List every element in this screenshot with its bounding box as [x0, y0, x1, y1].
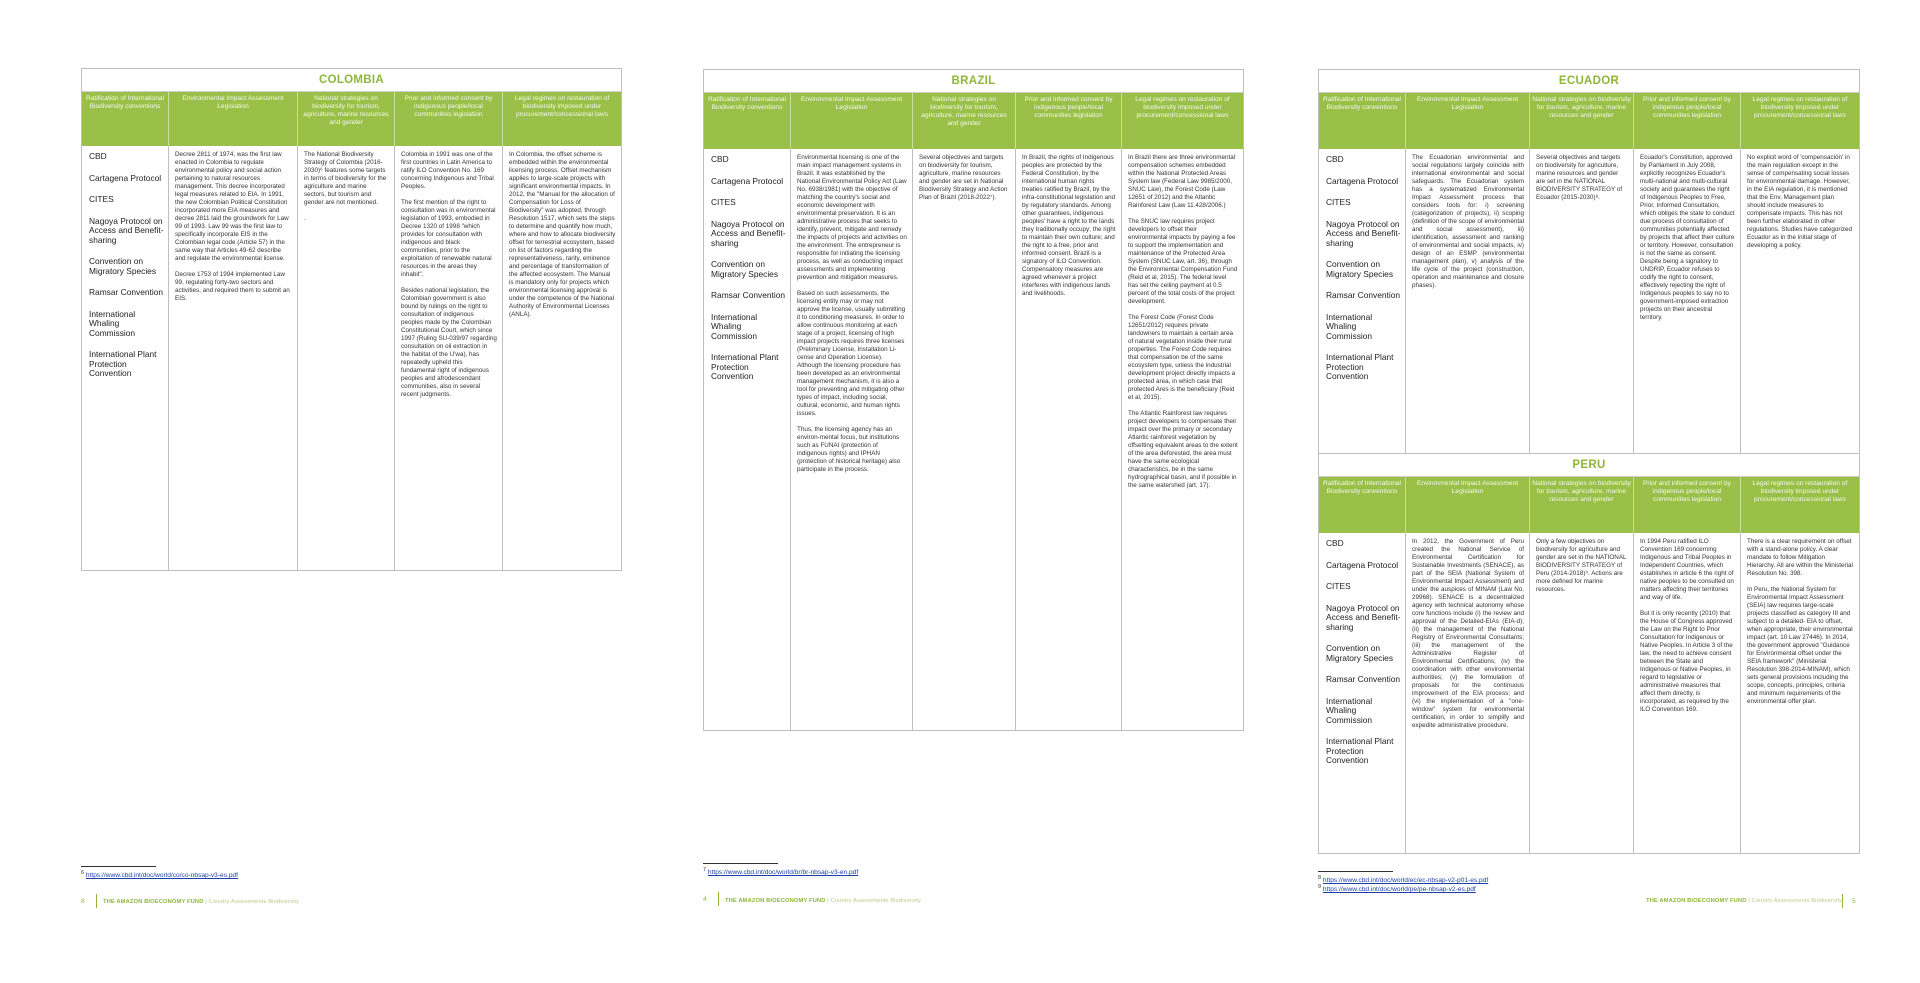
- page-brazil: [640, 0, 1280, 983]
- strategies-cell: [1530, 533, 1634, 854]
- footer-text: [1646, 898, 1842, 904]
- convention-item: Ramsar Convention: [1326, 290, 1401, 300]
- header-legal: Legal regimes on restauration of biodiversity imposed under procurement/concessional laws: [1135, 96, 1230, 119]
- convention-item: Convention on Migratory Species: [89, 256, 157, 276]
- footer-sep: |: [203, 899, 209, 905]
- country-title: ECUADOR: [1319, 70, 1859, 93]
- eia-text: Thus, the licensing agency has an environ-mental focus, but institutions such as FUNAI (protection of indigenous rights) and IPHAN (protection of historical heritage) also participate in the process.: [797, 426, 901, 473]
- consent-text: Besides national legislation, the Colombian government is also bound by rulings on the right to consultation of indigenous peoples made by the Colombian Constitutional Court, which since 1997 (Ruling SU-039/97 regarding consultation on oil extraction in the habitat of the U'wa), has repeatedly upheld this fundamental right of indigenous peoples and afrodescendant communities, also in several recent judgments.: [401, 287, 497, 398]
- convention-item: CITES: [89, 194, 114, 204]
- footnote-number: 8: [1318, 875, 1322, 881]
- convention-item: International Whaling Commission: [1326, 695, 1373, 725]
- header-row: [82, 92, 621, 146]
- header-eia: Environmental Impact Assessment Legislation: [169, 92, 298, 146]
- body-row: [1319, 533, 1859, 854]
- convention-item: International Plant Protection Convention: [1326, 352, 1394, 381]
- strategies-cell: [298, 146, 395, 571]
- consent-text: Ecuador's Constitution, approved by Parliament in July 2008, explicitly recognizes Ecuador's multi-national and multi-cultural society and guarantees the right of Indigenous Peoples to Free, Prior, Informed Consultation, which obliges the state to conduct due process of consultation of communities potentially affected by projects that affect their culture or territory. However, consultation is not the same as consent. Despite being a signatory to UNDRIP, Ecuador refuses to codify the right to consent, effectively rejecting the right of Indigenous peoples to say no to government-imposed extraction projects on their ancestral territory.: [1640, 154, 1735, 321]
- header-legal: Legal regimes on restauration of biodiversity imposed under procurement/concessional laws: [1752, 480, 1848, 503]
- convention-item: International Whaling Commission: [1326, 311, 1373, 341]
- header-strategies: National strategies on biodiversity for tourism, agriculture, marine resources and gender: [1530, 93, 1634, 149]
- convention-item: Ramsar Convention: [1326, 674, 1401, 684]
- legal-text: In Brazil there are three environmental compensation schemes embedded within the National Protected Areas System law (Federal Law 9985/2000, SNUC Law), the Forest Code (Law 12651 of 2012) and the Atlantic Rainforest Law (Law 11.428/2006.): [1128, 154, 1236, 209]
- header-conventions: Ratification of International Biodiversity conventions: [1319, 93, 1406, 149]
- consent-text: Colombia in 1991 was one of the first countries in Latin America to ratify ILO Convention No. 169 concerning Indigenous and Tribal Peoples.: [401, 151, 494, 190]
- footnote-rule: [1318, 871, 1393, 872]
- footnote-rule: [703, 863, 778, 864]
- consent-text: The first mention of the right to consultation was in environmental legislation of 1993, embodied in Decree 1320 of 1998 "which provides for consultation with indigenous and black communities, prior to the exploitation of renewable natural resources in the areas they inhabit".: [401, 199, 496, 278]
- conventions-list: [704, 149, 791, 731]
- legal-text: The SNUC law requires project developers to offset their environmental impacts by paying a fee to support the implementation and maintenance of the Protected Area System (SNUC Law, art. 36), through the Environmental Compensation Fund (Reid et al, 2015). The federal level has set the ceiling payment at 0.5 percent of the total costs of the project development.: [1128, 218, 1238, 305]
- consent-text: In 1994 Peru ratified ILO Convention 169 concerning Indigenous and Tribal Peoples in Independent Countries, which establishes in article 6 the right of native peoples to be consulted on matters affecting their territories and way of life.: [1640, 538, 1734, 601]
- legal-text: The Forest Code (Forest Code 12651/2012) requires private landowners to maintain a certain area of natural vegetation inside their rural properties. The Forest Code requires that compensation be of the same ecosystem type, unless the industrial development project directly impacts a protected area, in which case that protected Ares is the beneficiary (Reid et al, 2015).: [1128, 314, 1236, 401]
- footnote-rule: [81, 866, 156, 867]
- footnote-link[interactable]: https://www.cbd.int/doc/world/br/br-nbsap-v3-en.pdf: [707, 869, 859, 877]
- eia-cell: [169, 146, 298, 571]
- page-number: 8: [81, 898, 85, 905]
- strategies-text: Several objectives and targets on biodiversity for agriculture, marine resources and gender are set in the NATIONAL BIODIVERSITY STRATEGY of Ecuador (2015-2030)⁸.: [1536, 154, 1623, 201]
- footer-fund: THE AMAZON BIOECONOMY FUND: [103, 899, 204, 905]
- consent-cell: [1634, 149, 1741, 455]
- ecuador-table: [1318, 69, 1860, 455]
- footnote: [81, 869, 238, 880]
- legal-text: In Peru, the National System for Environmental Impact Assessment (SEIA) law requires large-scale projects classified as category III and subject to a detailed- EIA to offset, when appropriate, their environmental impact (art. 10 Law 27446). In 2014, the government approved "Guidance for Environmental offset under the SEIA framework" (Ministerial Resolution 398-2014-MINAM), which sets general provisions including the scope, concepts, principles, criteria and minimum requirements of the environmental offer plan.: [1747, 586, 1853, 705]
- header-conventions: Ratification of International Biodiversity conventions: [1319, 477, 1406, 533]
- convention-item: Ramsar Convention: [711, 290, 786, 300]
- footer-subtitle: Country Assessments Biodiversity: [1751, 898, 1843, 904]
- header-consent: Prior and informed consent by indigenous people/local communities legislation: [1634, 93, 1741, 149]
- header-row: [704, 93, 1243, 149]
- eia-text: Decree 2811 of 1974, was the first law enacted in Colombia to regulate environmental policy and social action pertaining to natural resources management. This decree incorporated legal measures related to EIA. In 1991, the new Colombian Political Constitution incorporated more EIA measures and decree 2811 laid the groundwork for Law 99 of 1993. Law 99 was the first law to specifically incorporate EIS in the Colombian legal code (Article 57) in the same way that Articles 49-62 describe and regulate the environmental license.: [175, 151, 289, 262]
- strategies-text: .: [304, 215, 306, 222]
- body-row: [704, 149, 1243, 731]
- country-title: BRAZIL: [704, 70, 1243, 93]
- header-consent: Prior and informed consent by indigenous people/local communities legislation: [1016, 93, 1122, 149]
- legal-cell: [1741, 149, 1859, 455]
- strategies-text: The National Biodiversity Strategy of Colombia (2016-2030)⁶ features some targets in terms of biodiversity for the agriculture and marine sectors, but tourism and gender are not mentioned.: [304, 151, 387, 206]
- footer-subtitle: Country Assessments Biodiversity: [830, 898, 922, 904]
- convention-item: Ramsar Convention: [89, 287, 164, 297]
- convention-item: Cartagena Protocol: [711, 175, 784, 186]
- footnote-number: 6: [81, 870, 85, 876]
- convention-item: CBD: [89, 151, 107, 161]
- footer-sep: |: [1746, 898, 1752, 904]
- eia-text: Decree 1753 of 1994 implemented Law 99, regulating forty-two sectors and activities, and required them to submit an EIS.: [175, 271, 290, 302]
- legal-text: The Atlantic Rainforest law requires project developers to compensate their impact over the primary or secondary Atlantic rainforest vegetation by offsetting equivalent areas to the extent of the area deforested, the area must have the same ecological characteristics, be in the same hydrographical basin, and if possible in the same watershed (art. 17).: [1128, 410, 1238, 489]
- footer-subtitle: Country Assessments Biodiversity: [208, 899, 300, 905]
- convention-item: International Plant Protection Convention: [711, 352, 779, 381]
- consent-text: But it is only recently (2010) that the House of Congress approved the Law on the Right to Prior Consultation for Indigenous or Native Peoples. In Article 3 of the law, the need to achieve consent between the State and Indigenous or Native Peoples, in regard to legislative or administrative measures that affect them directly, is incorporated, as required by the ILO Convention 169.: [1640, 610, 1733, 713]
- convention-item: Cartagena Protocol: [1326, 175, 1399, 186]
- footnote: [1318, 883, 1476, 894]
- footnote: [703, 866, 858, 877]
- strategies-cell: [913, 149, 1016, 731]
- legal-text: In Colombia, the offset scheme is embedded within the environmental licensing process. Offset mechanism applies to large-scale projects with significant environmental impacts. In 2012, the "Manual for the allocation of Compensation for Loss of Biodiversity" was adopted, through Resolution 1517, which sets the steps to determine and quantify how much, where and how to allocate biodiversity offset for terrestrial ecosystem, based on list of factors regarding the representativeness, rarity, eminence and percentage of transformation of the affected ecosystem. The Manual is mandatory only for projects which environmental licensing approval is under the competence of the National Authority of Environmental Licenses (ANLA).: [509, 151, 616, 318]
- legal-cell: [503, 146, 621, 571]
- footnote-link[interactable]: https://www.cbd.int/doc/world/ec/ec-nbsap-v2-p01-es.pdf: [1322, 877, 1489, 885]
- convention-item: Convention on Migratory Species: [711, 259, 779, 279]
- strategies-text: Several objectives and targets on biodiversity for tourism, agriculture, marine resources and gender are set in National Biodiversity Strategy and Action Plan of Brazil (2018-2022⁷).: [919, 154, 1008, 201]
- brazil-table: [703, 69, 1244, 731]
- convention-item: Nagoya Protocol on Access and Benefit-sharing: [1326, 218, 1401, 248]
- header-strategies: National strategies on biodiversity for tourism, agriculture, marine resources and gender: [298, 92, 395, 146]
- header-eia: Environmental Impact Assessment Legislation: [791, 93, 913, 149]
- header-consent: Prior and informed consent by indigenous people/local communities legislation: [395, 92, 503, 146]
- header-row: [1319, 477, 1859, 533]
- convention-item: CBD: [1326, 154, 1344, 164]
- footer-text: [103, 899, 299, 905]
- footnote-link[interactable]: https://www.cbd.int/doc/world/pe/pe-nbsap-v2-es.pdf: [1322, 886, 1476, 894]
- convention-item: International Whaling Commission: [89, 308, 136, 338]
- footnote-number: 9: [1318, 884, 1322, 890]
- footer-divider: [96, 894, 97, 908]
- page-number: 4: [703, 896, 707, 903]
- body-row: [82, 146, 621, 571]
- header-consent: Prior and informed consent by indigenous people/local communities legislation: [1634, 477, 1741, 533]
- convention-item: Nagoya Protocol on Access and Benefit-sharing: [1326, 602, 1401, 632]
- consent-text: In Brazil, the rights of Indigenous peoples are protected by the Federal Constitution, by the international human rights treaties ratified by Brazil, by the infra-constitutional legislation and by regulatory standards. Among other guarantees, indigenous peoples' have a right to the lands they traditionally occupy; the right to maintain their own culture; and the right to a free, prior and informed consent. Brazil is a signatory of ILO Convention. Compensatory measures are agreed whenever a project interferes with indigenous lands and livelihoods.: [1022, 154, 1116, 297]
- header-conventions: Ratification of International Biodiversity conventions: [82, 92, 169, 146]
- convention-item: CBD: [711, 154, 729, 164]
- convention-item: CITES: [1326, 581, 1351, 591]
- convention-item: Cartagena Protocol: [89, 172, 162, 183]
- page-number: 5: [1852, 898, 1856, 905]
- eia-cell: [791, 149, 913, 731]
- footer-text: [725, 898, 921, 904]
- convention-item: Convention on Migratory Species: [1326, 643, 1394, 663]
- convention-item: Nagoya Protocol on Access and Benefit-sharing: [711, 218, 786, 248]
- header-strategies: National strategies on biodiversity for tourism, agriculture, marine resources and gender: [1530, 477, 1634, 533]
- eia-cell: [1406, 149, 1530, 455]
- page-ecuador-peru: [1280, 0, 1920, 983]
- strategies-cell: [1530, 149, 1634, 455]
- page-colombia: [0, 0, 640, 983]
- legal-text: No explicit word of 'compensación' in the main regulation except in the sense of compensating social losses for environmental damage. However, in the EIA regulation, it is mentioned that the Env. Management plan should include measures to compensate impacts. This has not been further elaborated in other regulations. Studies have categorized Ecuador as in the initial stage of developing a policy.: [1747, 154, 1853, 249]
- header-row: [1319, 93, 1859, 149]
- eia-text: Based on such assessments, the licensing entity may or may not approve the license, usually submitting it to conditioning measures. In order to allow continuous monitoring at each stage of a project, licensing of high impact projects requires three licenses (Preliminary License, Installation Li-cense and Operation License). Although the licensing procedure has been developed as an environmental management mechanism, it is also a tool for preventing and mitigating other types of impact, including social, cultural, economic, and human rights issues.: [797, 290, 906, 417]
- footer-divider: [1842, 894, 1843, 908]
- legal-cell: [1122, 149, 1243, 731]
- eia-text: The Ecuadorian environmental and social regulations largely coincide with international environmental and social safeguards. The Ecuadorian system has a systematized Environmental Impact Assessment process that considers tools for: i) screening (categorization of projects), ii) scoping (definition of the scope of environmental and social assessment), iii) identification, assessment and ranking of environmental and social impacts, iv) design of an ESMP (environmental management plan), v) analysis of the life cycle of the project (construction, operation and maintenance and closure phases).: [1412, 154, 1524, 289]
- country-title: PERU: [1319, 454, 1859, 477]
- footnote-link[interactable]: https://www.cbd.int/doc/world/co/co-nbsap-v3-es.pdf: [85, 872, 239, 880]
- body-row: [1319, 149, 1859, 455]
- convention-item: International Plant Protection Convention: [89, 349, 157, 378]
- consent-cell: [1634, 533, 1741, 854]
- footer-divider: [718, 892, 719, 906]
- conventions-list: [82, 146, 169, 571]
- convention-item: CITES: [1326, 197, 1351, 207]
- header-legal: Legal regimes on restauration of biodiversity imposed under procurement/concessional laws: [514, 95, 610, 118]
- footer-fund: THE AMAZON BIOECONOMY FUND: [725, 898, 826, 904]
- header-legal: Legal regimes on restauration of biodiversity imposed under procurement/concessional laws: [1752, 96, 1848, 119]
- header-conventions: Ratification of International Biodiversity conventions: [704, 93, 791, 149]
- convention-item: Convention on Migratory Species: [1326, 259, 1394, 279]
- eia-text: Environmental licensing is one of the main impact management systems in Brazil. It was established by the National Environmental Policy Act (Law No. 6938/1981) with the objective of matching the country's social and economic development with environmental preservation. It is an administrative process that seeks to identify, prevent, mitigate and remedy the impacts of projects and activities on the environment. The entrepreneur is responsible for initiating the licensing process, as well as conducting impact assessments and implementing prevention and mitigation measures.: [797, 154, 907, 281]
- footer-sep: |: [825, 898, 831, 904]
- consent-cell: [1016, 149, 1122, 731]
- convention-item: Nagoya Protocol on Access and Benefit-sharing: [89, 215, 164, 245]
- convention-item: Cartagena Protocol: [1326, 559, 1399, 570]
- eia-text: In 2012, the Government of Peru created the National Service of Environmental Certification for Sustainable Investments (SENACE), as part of the SEIA (National System of Environmental Impact Assessment) and under the auspices of MINAM (Law No. 29968). SENACE is a decentralized agency with technical autonomy whose core functions include (i) the review and approval of the Detailed-EIAs (EIA-d); (ii) the management of the National Registry of Environmental Consultants; (iii) the management of the Administrative Register of Environmental Certifications; (iv) the coordination with other environmental authorities; (v) the formulation of proposals for the continuous improvement of the EIA process; and (vi) the implementation of a "one-window" system for environmental certification, in order to simplify and expedite administrative procedure.: [1412, 538, 1524, 729]
- eia-cell: [1406, 533, 1530, 854]
- footnote-number: 7: [703, 867, 707, 873]
- peru-table: [1318, 453, 1860, 854]
- legal-text: There is a clear requirement on offset with a stand-alone policy. A clear mandate to follow Mitigation Hierarchy. All are within the Ministerial Resolution No. 398.: [1747, 538, 1853, 577]
- convention-item: CBD: [1326, 538, 1344, 548]
- convention-item: International Whaling Commission: [711, 311, 758, 341]
- convention-item: International Plant Protection Convention: [1326, 736, 1394, 765]
- strategies-text: Only a few objectives on biodiversity for agriculture and gender are set in the NATIONAL BIODIVERSITY STRATEGY of Peru (2014-2018)⁹. Actions are more defined for marine resources.: [1536, 538, 1627, 593]
- header-eia: Environmental Impact Assessment Legislation: [1406, 477, 1530, 533]
- header-eia: Environmental Impact Assessment Legislation: [1406, 93, 1530, 149]
- header-strategies: National strategies on biodiversity for tourism, agriculture, marine resources and gender: [913, 93, 1016, 149]
- convention-item: CITES: [711, 197, 736, 207]
- legal-cell: [1741, 533, 1859, 854]
- conventions-list: [1319, 533, 1406, 854]
- country-title: COLOMBIA: [82, 69, 621, 92]
- conventions-list: [1319, 149, 1406, 455]
- footer-fund: THE AMAZON BIOECONOMY FUND: [1646, 898, 1747, 904]
- consent-cell: [395, 146, 503, 571]
- colombia-table: [81, 68, 622, 571]
